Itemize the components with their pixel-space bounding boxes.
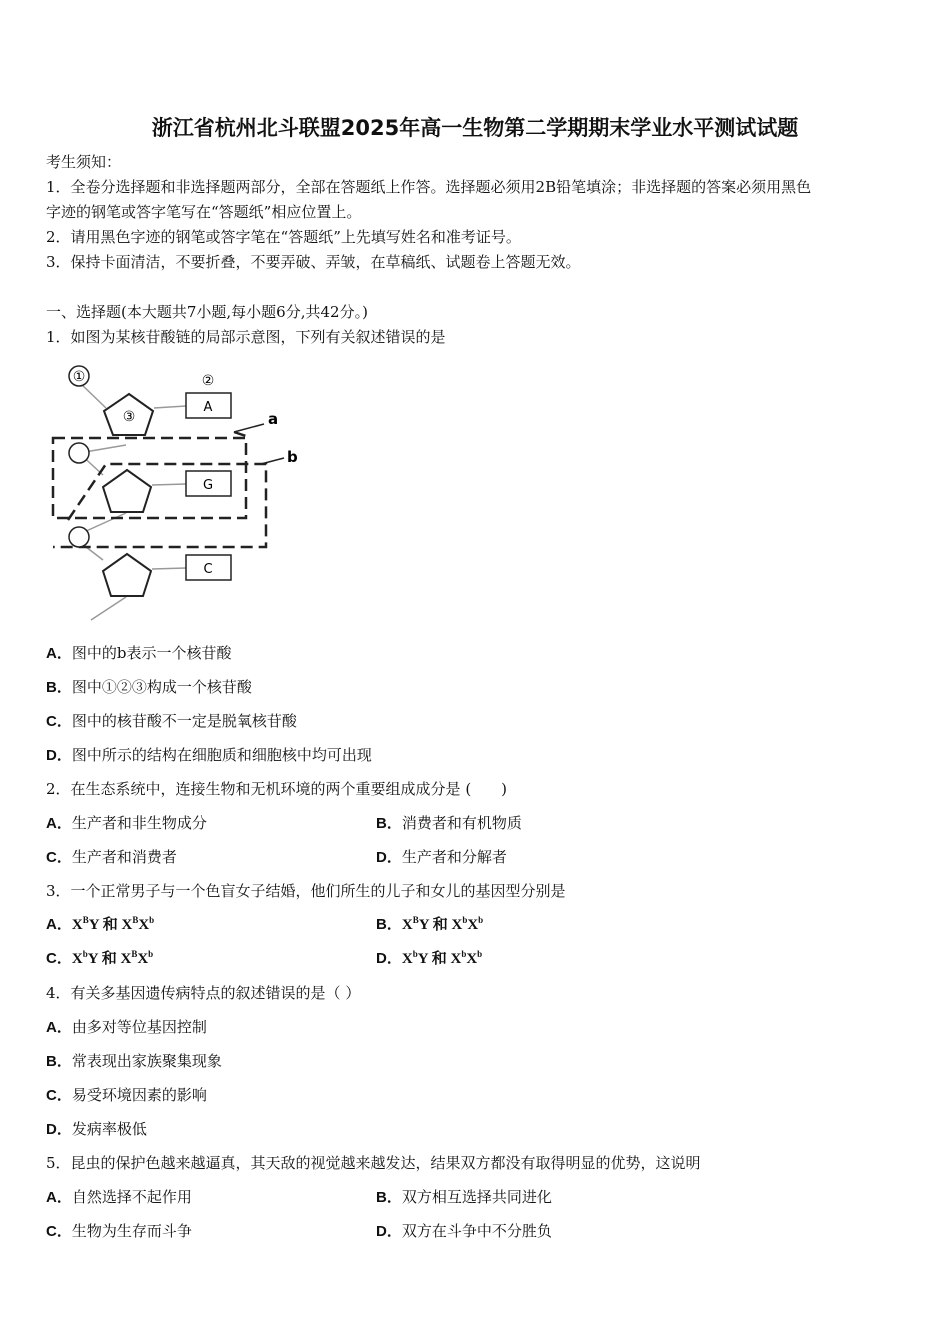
q3-option-a: A．$X^BY$ 和 $X^BX^b$ xyxy=(46,915,155,933)
base-label: A xyxy=(203,400,213,415)
phosphate-circle xyxy=(69,443,89,463)
q2-option-d: D．生产者和分解者 xyxy=(376,848,507,866)
question-4-stem: 4．有关多基因遗传病特点的叙述错误的是（ ） xyxy=(46,984,361,1002)
q1-option-d: D．图中所示的结构在细胞质和细胞核中均可出现 xyxy=(46,746,372,764)
question-2-stem: 2．在生态系统中，连接生物和无机环境的两个重要组成成分是 ( ) xyxy=(46,780,508,798)
label-a: a xyxy=(268,410,279,428)
label-2: ② xyxy=(201,373,215,389)
q4-option-b: B．常表现出家族聚集现象 xyxy=(46,1052,222,1070)
q2-option-c: C．生产者和消费者 xyxy=(46,848,177,866)
label-3: ③ xyxy=(122,409,136,425)
q5-option-c: C．生物为生存而斗争 xyxy=(46,1222,192,1240)
notice-line: 字迹的钢笔或答字笔写在“答题纸”相应位置上。 xyxy=(46,203,362,221)
q2-option-a: A．生产者和非生物成分 xyxy=(46,814,207,832)
q5-option-a: A．自然选择不起作用 xyxy=(46,1188,192,1206)
question-1-stem: 1．如图为某核苷酸链的局部示意图，下列有关叙述错误的是 xyxy=(46,328,446,346)
q1-option-b: B．图中①②③构成一个核苷酸 xyxy=(46,678,252,696)
notice-line: 2．请用黑色字迹的钢笔或答字笔在“答题纸”上先填写姓名和准考证号。 xyxy=(46,228,521,246)
question-3-stem: 3．一个正常男子与一个色盲女子结婚，他们所生的儿子和女儿的基因型分别是 xyxy=(46,882,566,900)
q4-option-d: D．发病率极低 xyxy=(46,1120,147,1138)
notice-line: 3．保持卡面清洁，不要折叠，不要弄破、弄皱，在草稿纸、试题卷上答题无效。 xyxy=(46,253,581,271)
phosphate-circle xyxy=(69,527,89,547)
q4-option-c: C．易受环境因素的影响 xyxy=(46,1086,207,1104)
section-heading: 一、选择题(本大题共7小题,每小题6分,共42分。) xyxy=(46,303,368,321)
base-label: C xyxy=(203,562,213,577)
q1-option-c: C．图中的核苷酸不一定是脱氧核苷酸 xyxy=(46,712,297,730)
q2-option-b: B．消费者和有机物质 xyxy=(376,814,522,832)
q1-option-a: A．图中的b表示一个核苷酸 xyxy=(46,644,232,662)
notice-header: 考生须知： xyxy=(46,153,122,171)
q5-option-d: D．双方在斗争中不分胜负 xyxy=(376,1222,552,1240)
q3-option-d: D．$X^bY$ 和 $X^bX^b$ xyxy=(376,949,483,967)
label-1: ① xyxy=(72,369,86,385)
q5-option-b: B．双方相互选择共同进化 xyxy=(376,1188,552,1206)
page-title: 浙江省杭州北斗联盟2025年高一生物第二学期期末学业水平测试试题 xyxy=(151,116,799,140)
q4-option-a: A．由多对等位基因控制 xyxy=(46,1018,207,1036)
sugar-pentagon xyxy=(103,470,151,512)
q3-option-c: C．$X^bY$ 和 $X^BX^b$ xyxy=(46,949,154,967)
label-b: b xyxy=(287,448,298,466)
q3-option-b: B．$X^BY$ 和 $X^bX^b$ xyxy=(376,915,484,933)
notice-line: 1．全卷分选择题和非选择题两部分，全部在答题纸上作答。选择题必须用2B铅笔填涂；非选择题的答案必须用黑色 xyxy=(46,178,812,196)
question-5-stem: 5．昆虫的保护色越来越逼真，其天敌的视觉越来越发达，结果双方都没有取得明显的优势，这说明 xyxy=(46,1154,701,1172)
nucleotide-chain-diagram xyxy=(46,360,306,625)
sugar-pentagon xyxy=(103,554,151,596)
base-label: G xyxy=(202,478,214,493)
